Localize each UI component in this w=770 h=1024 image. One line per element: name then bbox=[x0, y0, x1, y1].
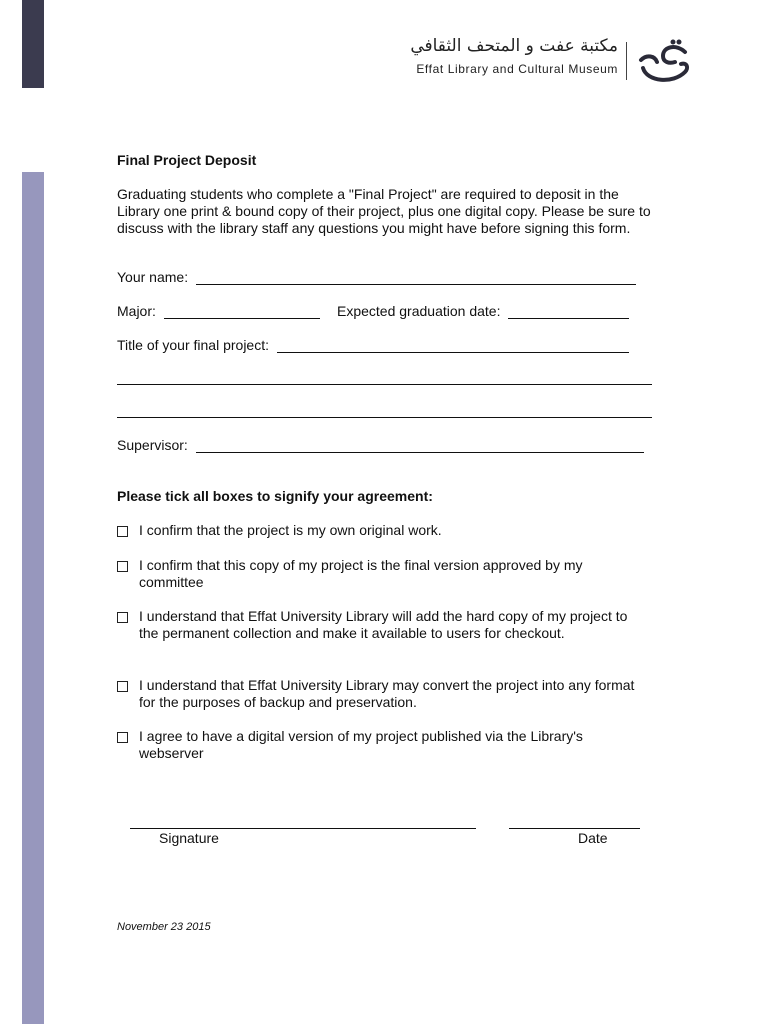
supervisor-field[interactable] bbox=[117, 437, 644, 453]
project-title-input-line[interactable] bbox=[277, 338, 629, 353]
checkbox[interactable] bbox=[117, 681, 128, 692]
name-label: Your name: bbox=[117, 269, 189, 285]
signature-line[interactable] bbox=[130, 828, 476, 829]
logo-divider bbox=[626, 42, 627, 80]
agreement-text: I understand that Effat University Library will add the hard copy of my project to the permanent collection and make it available to users for checkout. bbox=[139, 608, 628, 641]
major-label: Major: bbox=[117, 303, 156, 319]
checkbox[interactable] bbox=[117, 612, 128, 623]
top-accent-bar bbox=[22, 0, 44, 88]
grad-date-label: Expected graduation date: bbox=[337, 303, 501, 319]
logo-english-text: Effat Library and Cultural Museum bbox=[416, 62, 618, 76]
checkbox[interactable] bbox=[117, 732, 128, 743]
agreement-item-backup bbox=[117, 677, 647, 711]
major-field[interactable] bbox=[117, 303, 320, 319]
name-field[interactable] bbox=[117, 269, 636, 285]
agreement-text: I agree to have a digital version of my project published via the Library's webserver bbox=[139, 728, 583, 761]
checkbox[interactable] bbox=[117, 526, 128, 537]
side-accent-bar bbox=[22, 172, 44, 1024]
grad-date-field[interactable] bbox=[337, 303, 629, 319]
form-intro: Graduating students who complete a "Final Project" are required to deposit in the Library one print & bound copy of their project, plus one digital copy. Please be sure to discuss with the library staff any questions you might have before signing this form. bbox=[117, 186, 651, 236]
agreement-item-final-version bbox=[117, 557, 647, 591]
logo-arabic-text: مكتبة عفت و المتحف الثقافي bbox=[410, 36, 618, 56]
name-input-line[interactable] bbox=[196, 270, 636, 285]
major-input-line[interactable] bbox=[164, 304, 320, 319]
signature-label: Signature bbox=[159, 830, 219, 846]
agreement-text: I confirm that the project is my own original work. bbox=[139, 522, 442, 538]
supervisor-label: Supervisor: bbox=[117, 437, 188, 453]
project-title-line-3[interactable] bbox=[117, 417, 652, 418]
agreement-text: I confirm that this copy of my project is the final version approved by my committee bbox=[139, 557, 583, 590]
grad-date-input-line[interactable] bbox=[508, 304, 629, 319]
revision-date: November 23 2015 bbox=[117, 921, 211, 933]
project-title-field[interactable] bbox=[117, 337, 629, 353]
effat-logo-icon bbox=[633, 38, 693, 88]
agreement-item-original-work bbox=[117, 522, 647, 539]
date-label: Date bbox=[578, 830, 608, 846]
agreement-item-digital-publish bbox=[117, 728, 647, 762]
checkbox[interactable] bbox=[117, 561, 128, 572]
form-title: Final Project Deposit bbox=[117, 152, 257, 168]
project-title-label: Title of your final project: bbox=[117, 337, 269, 353]
agreement-heading: Please tick all boxes to signify your agreement: bbox=[117, 488, 433, 504]
date-line[interactable] bbox=[509, 828, 640, 829]
agreement-text: I understand that Effat University Library may convert the project into any format for the purposes of backup and preservation. bbox=[139, 677, 635, 710]
project-title-line-2[interactable] bbox=[117, 384, 652, 385]
agreement-item-hard-copy bbox=[117, 608, 647, 642]
supervisor-input-line[interactable] bbox=[196, 438, 644, 453]
